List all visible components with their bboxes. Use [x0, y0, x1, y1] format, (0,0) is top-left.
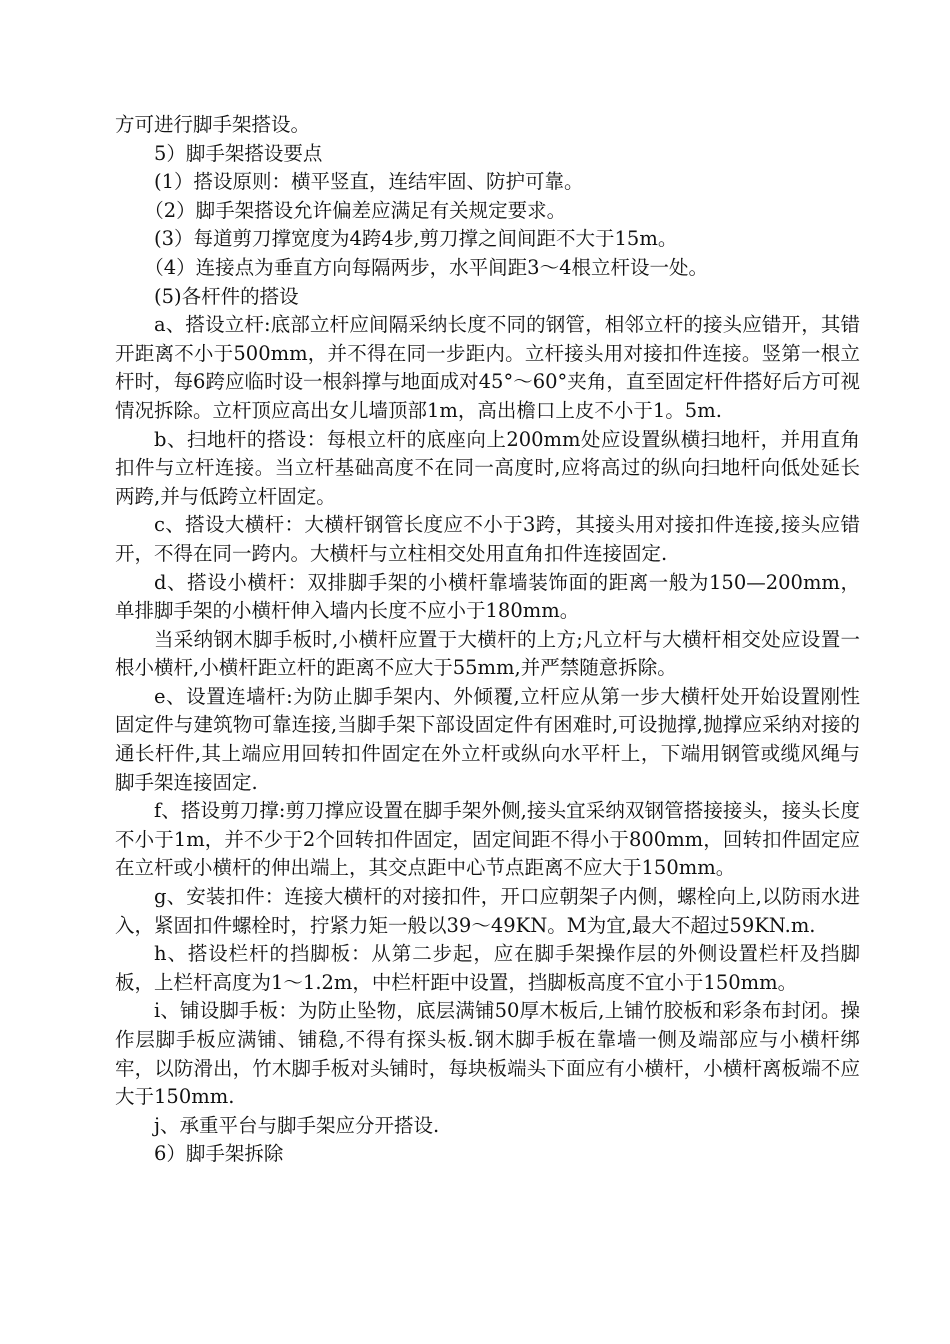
- paragraph-item-f: f、搭设剪刀撑:剪刀撑应设置在脚手架外侧,接头宜采纳双钢管搭接接头，接头长度不小于1m，并不少于2个回转扣件固定，固定间距不得小于800mm，回转扣件固定应在立杆或小横杆的伸出端上，其交点距中心节点距离不应大于150mm。: [115, 799, 860, 880]
- paragraph-item-j: j、承重平台与脚手架应分开搭设.: [154, 1113, 440, 1137]
- paragraph-rule-1: (1）搭设原则：横平竖直，连结牢固、防护可靠。: [154, 170, 584, 194]
- paragraph-item-d-note: 当采纳钢木脚手板时,小横杆应置于大横杆的上方;凡立杆与大横杆相交处应设置一根小横杆,小横杆距立杆的距离不应大于55mm,并严禁随意拆除。: [115, 627, 860, 680]
- section-heading-scaffold-setup: 5）脚手架搭设要点: [154, 141, 323, 165]
- paragraph-item-e: e、设置连墙杆:为防止脚手架内、外倾覆,立杆应从第一步大横杆处开始设置刚性固定件与建筑物可靠连接,当脚手架下部设固定件有困难时,可设抛撑,抛撑应采纳对接的通长杆件,其上端应用回转扣件固定在外立杆或纵向水平杆上，下端用钢管或缆风绳与脚手架连接固定.: [115, 684, 860, 794]
- document-body: [115, 111, 860, 1169]
- paragraph-item-b: b、扫地杆的搭设：每根立杆的底座向上200mm处应设置纵横扫地杆，并用直角扣件与立杆连接。当立杆基础高度不在同一高度时,应将高过的纵向扫地杆向低处延长两跨,并与低跨立杆固定。: [115, 427, 860, 508]
- paragraph-item-g: g、安装扣件：连接大横杆的对接扣件，开口应朝架子内侧，螺栓向上,以防雨水进入，紧固扣件螺栓时，拧紧力矩一般以39～49KN。M为宜,最大不超过59KN.m.: [115, 885, 860, 937]
- paragraph-item-h: h、搭设栏杆的挡脚板：从第二步起，应在脚手架操作层的外侧设置栏杆及挡脚板，上栏杆高度为1～1.2m，中栏杆距中设置，挡脚板高度不宜小于150mm。: [115, 942, 860, 994]
- paragraph-rule-5: (5)各杆件的搭设: [154, 284, 299, 308]
- paragraph-item-i: i、铺设脚手板：为防止坠物，底层满铺50厚木板后,上铺竹胶板和彩条布封闭。操作层脚手板应满铺、铺稳,不得有探头板.钢木脚手板在靠墙一侧及端部应与小横杆绑牢，以防滑出，竹木脚手板对头铺时，每块板端头下面应有小横杆，小横杆离板端不应大于150mm.: [115, 999, 860, 1109]
- section-heading-scaffold-removal: 6）脚手架拆除: [154, 1142, 284, 1166]
- paragraph-item-d: d、搭设小横杆：双排脚手架的小横杆靠墙装饰面的距离一般为150—200mm，单排脚手架的小横杆伸入墙内长度不应小于180mm。: [115, 570, 860, 623]
- paragraph-item-c: c、搭设大横杆：大横杆钢管长度应不小于3跨，其接头用对接扣件连接,接头应错开，不得在同一跨内。大横杆与立柱相交处用直角扣件连接固定.: [115, 513, 860, 565]
- paragraph-rule-3: (3）每道剪刀撑宽度为4跨4步,剪刀撑之间间距不大于15m。: [154, 227, 678, 251]
- paragraph-rule-4: （4）连接点为垂直方向每隔两步，水平间距3～4根立杆设一处。: [144, 255, 708, 279]
- paragraph-rule-2: （2）脚手架搭设允许偏差应满足有关规定要求。: [144, 198, 567, 222]
- paragraph-item-a: a、搭设立杆:底部立杆应间隔采纳长度不同的钢管，相邻立杆的接头应错开，其错开距离不小于500mm，并不得在同一步距内。立杆接头用对接扣件连接。竖第一根立杆时，每6跨应临时设一根斜撑与地面成对45°～60°夹角，直至固定杆件搭好后方可视情况拆除。立杆顶应高出女儿墙顶部1m，高出檐口上皮不小于1。5m.: [115, 313, 860, 422]
- paragraph-continuation: 方可进行脚手架搭设。: [115, 113, 311, 136]
